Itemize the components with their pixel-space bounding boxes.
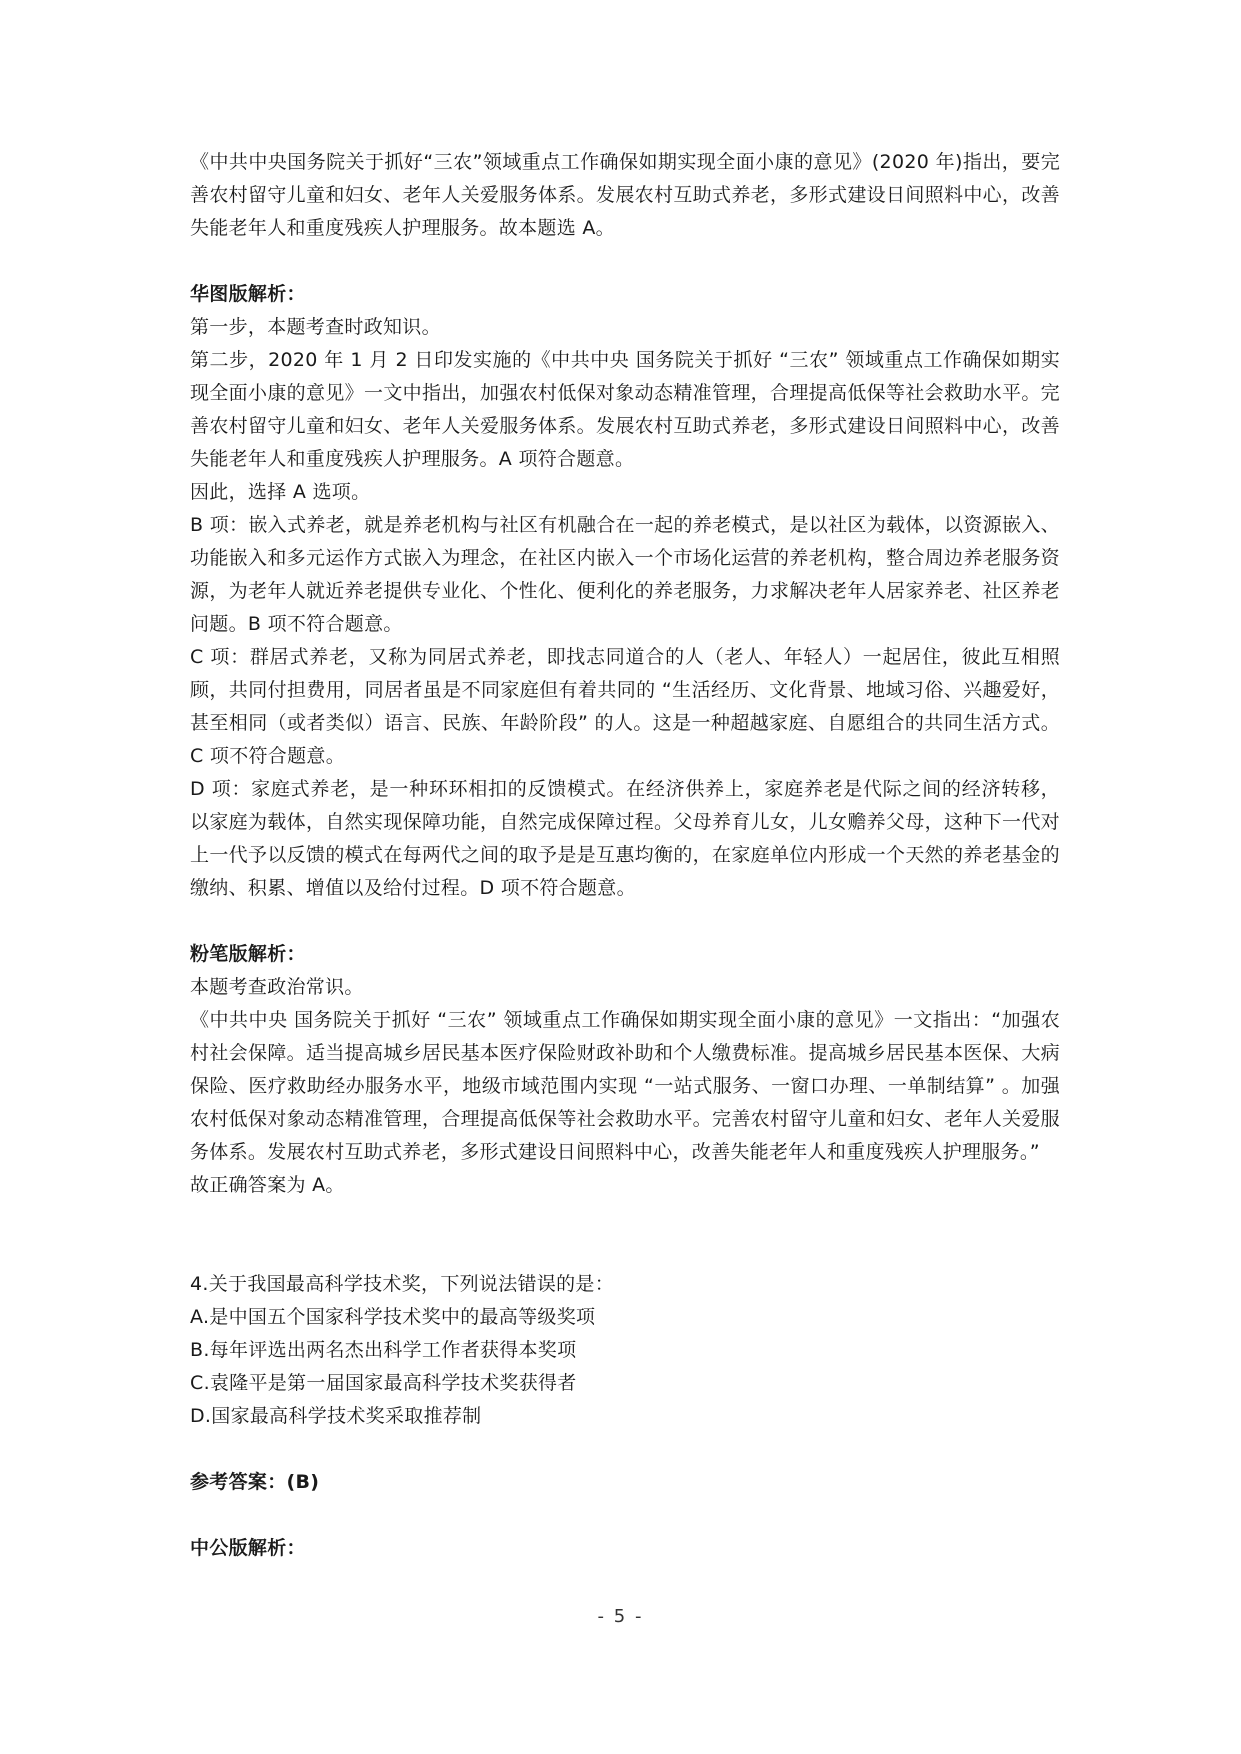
question-stem: 4.关于我国最高科学技术奖，下列说法错误的是： [190,1273,615,1295]
huatu-paragraph: D 项：家庭式养老，是一种环环相扣的反馈模式。在经济供养上，家庭养老是代际之间的经济转移，以家庭为载体，自然实现保障功能，自然完成保障过程。父母养育儿女，儿女赡养父母，这种下一代对上一代予以反馈的模式在每两代之间的取予是是互惠均衡的，在家庭单位内形成一个天然的养老基金的缴纳、积累、增值以及给付过程。D 项不符合题意。 [190,778,1060,899]
huatu-paragraph: C 项：群居式养老，又称为同居式养老，即找志同道合的人（老人、年轻人）一起居住，彼此互相照顾，共同付担费用，同居者虽是不同家庭但有着共同的 “生活经历、文化背景、地域习俗、兴趣爱好，甚至相同（或者类似）语言、民族、年龄阶段” 的人。这是一种超越家庭、自愿组合的共同生活方式。C 项不符合题意。 [190,646,1060,767]
answer-line: 参考答案：(B) [190,1471,320,1493]
huatu-paragraph: B 项：嵌入式养老，就是养老机构与社区有机融合在一起的养老模式，是以社区为载体，以资源嵌入、功能嵌入和多元运作方式嵌入为理念，在社区内嵌入一个市场化运营的养老机构，整合周边养老服务资源，为老年人就近养老提供专业化、个性化、便利化的养老服务，力求解决老年人居家养老、社区养老问题。B 项不符合题意。 [190,514,1060,635]
fenbi-paragraph: 本题考查政治常识。 [190,976,364,998]
fenbi-paragraph: 《中共中央 国务院关于抓好 “三农” 领域重点工作确保如期实现全面小康的意见》一文指出：“加强农村社会保障。适当提高城乡居民基本医疗保险财政补助和个人缴费标准。提高城乡居民基本医保、大病保险、医疗救助经办服务水平，地级市域范围内实现 “一站式服务、一窗口办理、一单制结算” 。加强农村低保对象动态精准管理，合理提高低保等社会救助水平。完善农村留守儿童和妇女、老年人关爱服务体系。发展农村互助式养老，多形式建设日间照料中心，改善失能老年人和重度残疾人护理服务。” [190,1009,1060,1163]
question-option: B.每年评选出两名杰出科学工作者获得本奖项 [190,1339,577,1361]
intro-paragraph: 《中共中央国务院关于抓好“三农”领域重点工作确保如期实现全面小康的意见》(2020 年)指出，要完善农村留守儿童和妇女、老年人关爱服务体系。发展农村互助式养老，多形式建设日间照料中心，改善失能老年人和重度残疾人护理服务。故本题选 A。 [190,151,1060,239]
fenbi-paragraph: 故正确答案为 A。 [190,1174,345,1196]
huatu-paragraph: 因此，选择 A 选项。 [190,481,371,503]
zhonggong-heading: 中公版解析： [190,1537,306,1559]
fenbi-heading: 粉笔版解析： [190,943,306,965]
huatu-paragraph: 第一步，本题考查时政知识。 [190,316,441,338]
huatu-heading: 华图版解析： [190,283,306,305]
question-option: C.袁隆平是第一届国家最高科学技术奖获得者 [190,1372,577,1394]
document-body [190,146,1060,1565]
question-option: D.国家最高科学技术奖采取推荐制 [190,1405,482,1427]
page-number: - 5 - [597,1606,644,1627]
question-option: A.是中国五个国家科学技术奖中的最高等级奖项 [190,1306,596,1328]
huatu-paragraph: 第二步，2020 年 1 月 2 日印发实施的《中共中央 国务院关于抓好 “三农” 领域重点工作确保如期实现全面小康的意见》一文中指出，加强农村低保对象动态精准管理，合理提高低保等社会救助水平。完善农村留守儿童和妇女、老年人关爱服务体系。发展农村互助式养老，多形式建设日间照料中心，改善失能老年人和重度残疾人护理服务。A 项符合题意。 [190,349,1060,470]
